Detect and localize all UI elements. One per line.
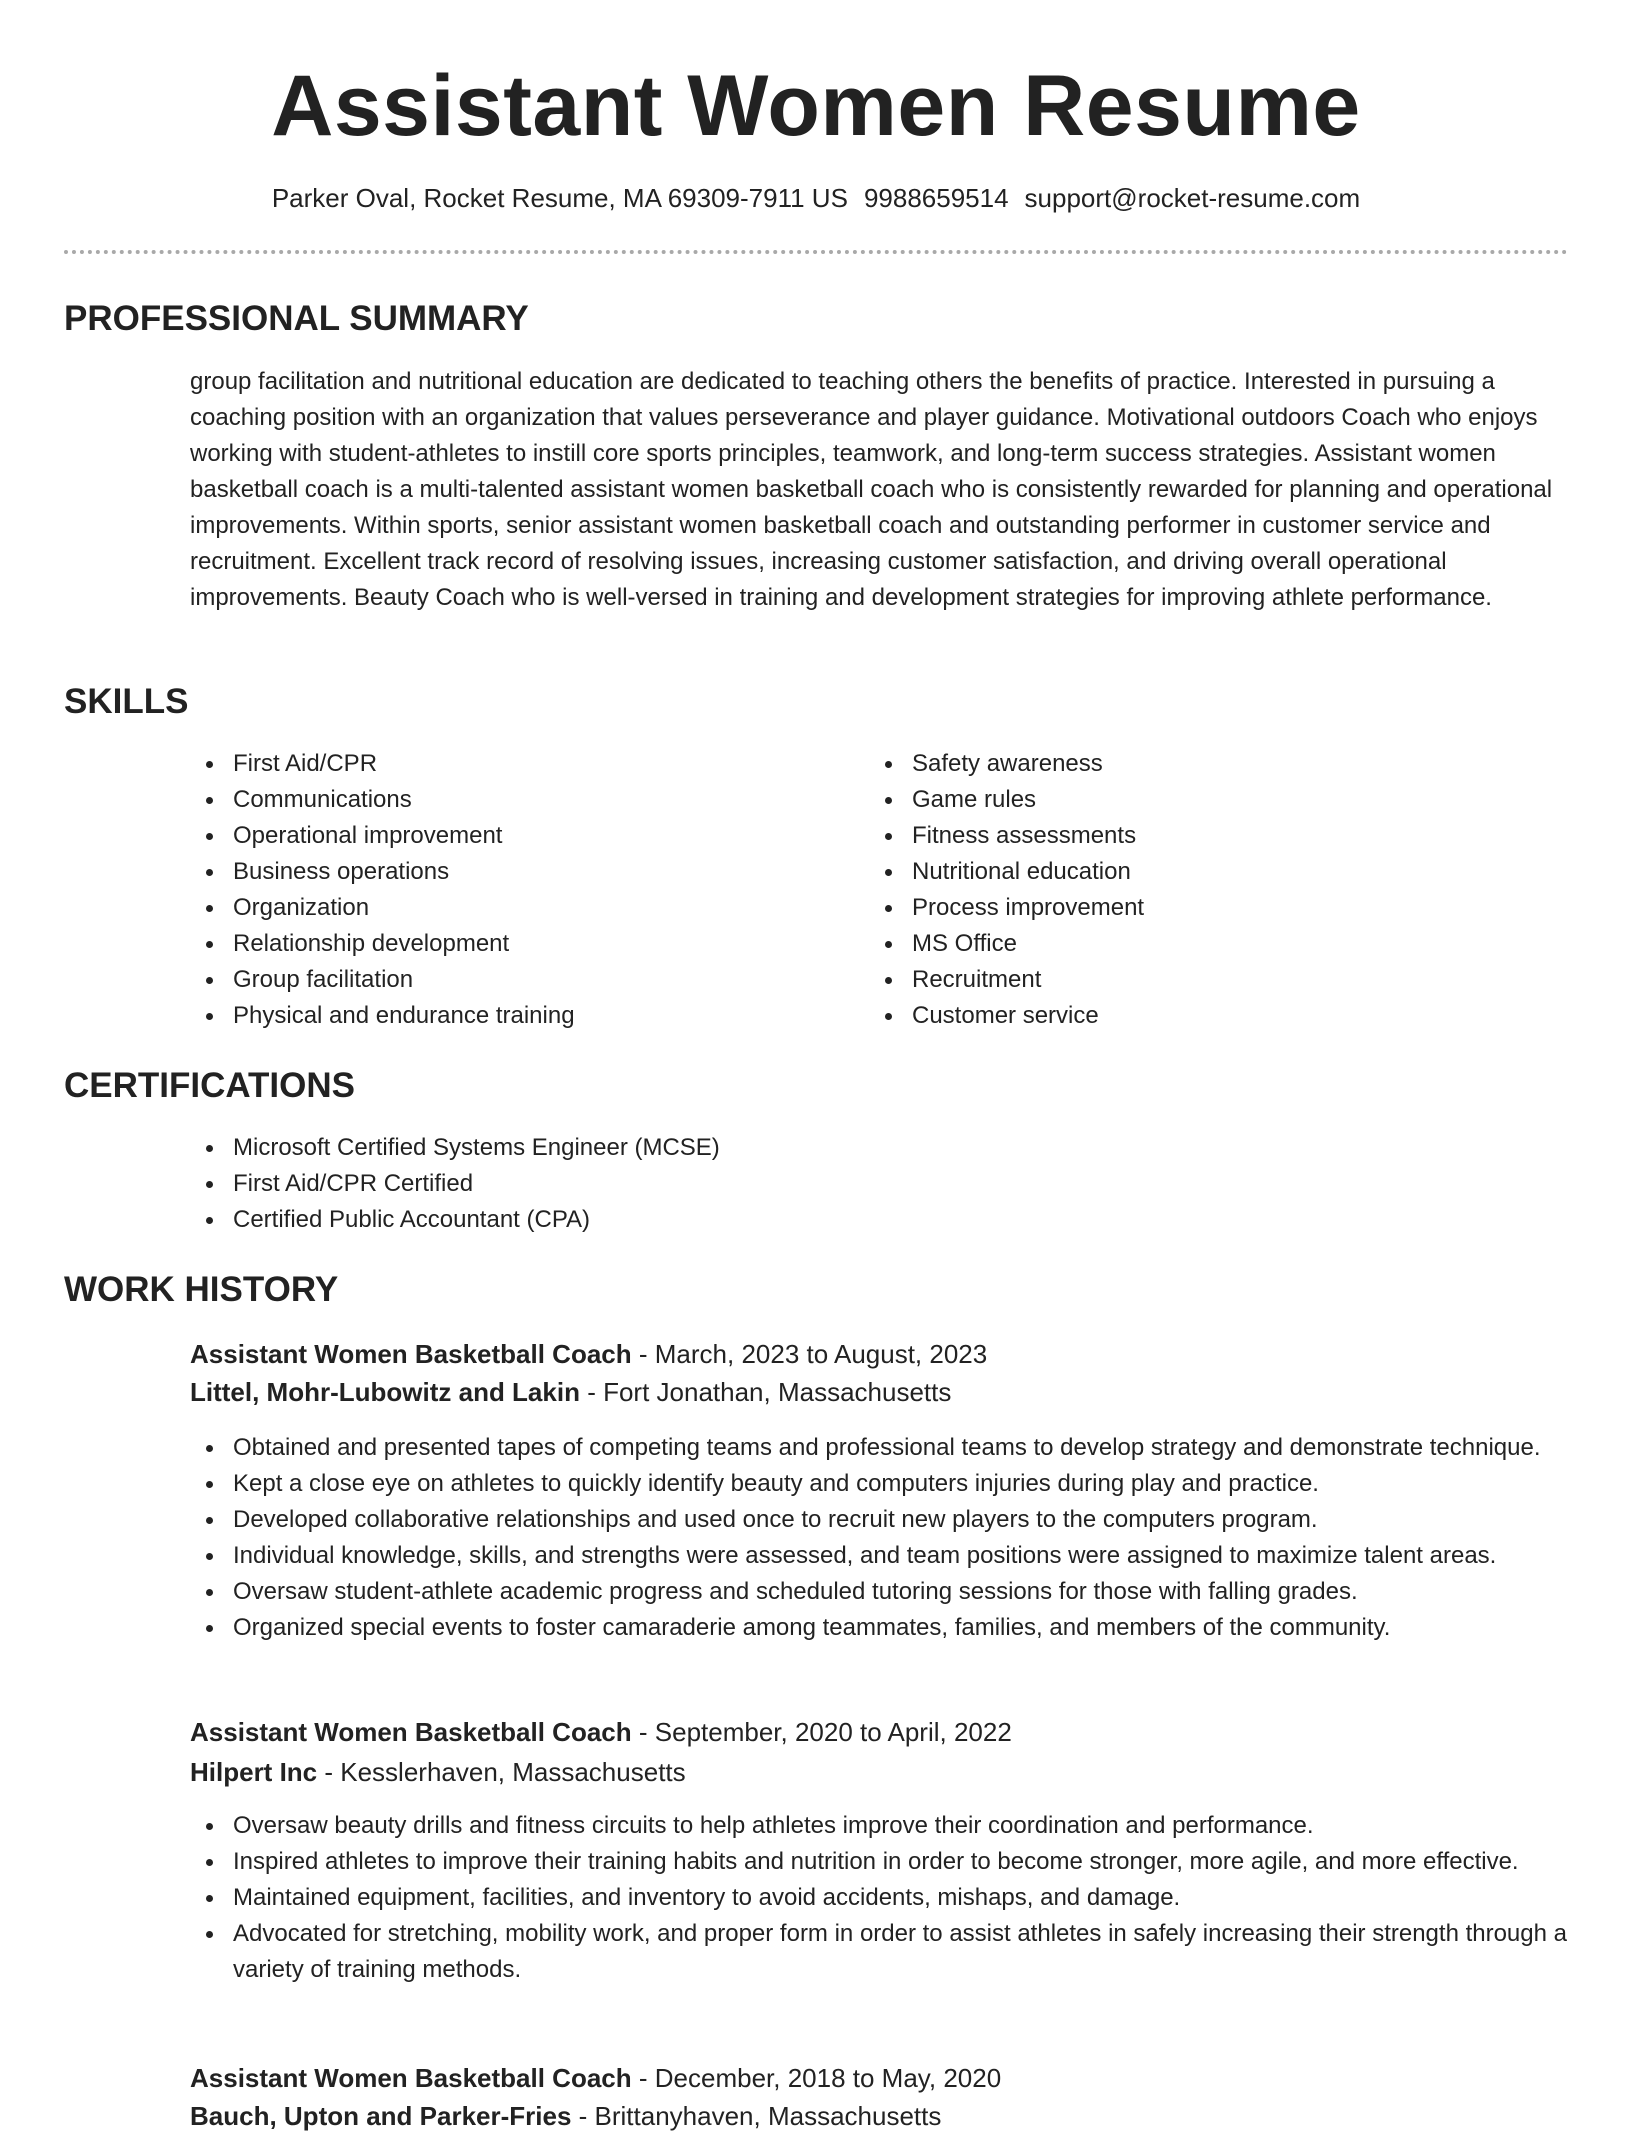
skills-list-left (233, 746, 575, 1034)
job-duty-item: Advocated for stretching, mobility work, and proper form in order to assist athletes in safely increasing their strength through a variety of training methods. (233, 1916, 1568, 1988)
summary-text: group facilitation and nutritional education are dedicated to teaching others the benefits of practice. Interested in pursuing a coaching position with an organization that values perseverance and player guidance. Motivational outdoors Coach who enjoys working with student-athletes to instill core sports principles, teamwork, and long-term success strategies. Assistant women basketball coach is a multi-talented assistant women basketball coach who is consistently rewarded for planning and operational improvements. Within sports, senior assistant women basketball coach and outstanding performer in customer service and recruitment. Excellent track record of resolving issues, increasing customer satisfaction, and driving overall operational improvements. Beauty Coach who is well-versed in training and development strategies for improving athlete performance. (190, 368, 1553, 611)
skill-item: Organization (233, 890, 575, 926)
job-company-line (190, 2098, 941, 2134)
job-company-line (190, 1374, 951, 1410)
job-duties-list (233, 1430, 1568, 1646)
job-duty-item: Obtained and presented tapes of competing teams and professional teams to develop strategy and demonstrate technique. (233, 1430, 1568, 1466)
skill-item: Recruitment (912, 962, 1144, 998)
skill-item: Customer service (912, 998, 1144, 1034)
resume-title: Assistant Women Resume (271, 58, 1361, 154)
job-dates: - March, 2023 to August, 2023 (631, 1339, 988, 1369)
certification-item: First Aid/CPR Certified (233, 1166, 720, 1202)
skill-item: Relationship development (233, 926, 575, 962)
contact-email[interactable]: support@rocket-resume.com (1024, 183, 1361, 213)
job-title-line (190, 2060, 1001, 2096)
skill-item: Operational improvement (233, 818, 575, 854)
contact-line (0, 180, 1632, 216)
section-title-certifications: CERTIFICATIONS (64, 1066, 356, 1105)
job-role: Assistant Women Basketball Coach (190, 1339, 632, 1369)
job-duty-item: Kept a close eye on athletes to quickly identify beauty and computers injuries during play and practice. (233, 1466, 1568, 1502)
job-company: Littel, Mohr-Lubowitz and Lakin (190, 1377, 580, 1407)
skill-item: Game rules (912, 782, 1144, 818)
skill-item: Nutritional education (912, 854, 1144, 890)
contact-phone: 9988659514 (863, 183, 1009, 213)
certification-item: Certified Public Accountant (CPA) (233, 1202, 720, 1238)
skill-item: Safety awareness (912, 746, 1144, 782)
skill-item: Fitness assessments (912, 818, 1144, 854)
job-duty-item: Oversaw student-athlete academic progress and scheduled tutoring sessions for those with falling grades. (233, 1574, 1568, 1610)
job-dates: - December, 2018 to May, 2020 (631, 2063, 1002, 2093)
job-duty-item: Maintained equipment, facilities, and inventory to avoid accidents, mishaps, and damage. (233, 1880, 1568, 1916)
header-divider (64, 250, 1568, 254)
section-title-work-history: WORK HISTORY (64, 1270, 339, 1309)
job-duty-item: Inspired athletes to improve their training habits and nutrition in order to become stronger, more agile, and more effective. (233, 1844, 1568, 1880)
job-duty-item: Oversaw beauty drills and fitness circuits to help athletes improve their coordination and performance. (233, 1808, 1568, 1844)
job-duty-item: Developed collaborative relationships and used once to recruit new players to the computers program. (233, 1502, 1568, 1538)
skill-item: First Aid/CPR (233, 746, 575, 782)
job-location: - Kesslerhaven, Massachusetts (317, 1757, 686, 1787)
skill-item: Business operations (233, 854, 575, 890)
skill-item: Communications (233, 782, 575, 818)
skills-list-right (912, 746, 1144, 1034)
job-duties-list (233, 1808, 1568, 1988)
skill-item: Group facilitation (233, 962, 575, 998)
job-title-line (190, 1336, 987, 1372)
certification-item: Microsoft Certified Systems Engineer (MCSE) (233, 1130, 720, 1166)
job-title-line (190, 1714, 1012, 1750)
job-dates: - September, 2020 to April, 2022 (631, 1717, 1012, 1747)
job-role: Assistant Women Basketball Coach (190, 2063, 632, 2093)
job-location: - Fort Jonathan, Massachusetts (579, 1377, 952, 1407)
skill-item: Physical and endurance training (233, 998, 575, 1034)
skill-item: Process improvement (912, 890, 1144, 926)
job-location: - Brittanyhaven, Massachusetts (571, 2101, 942, 2131)
job-company: Hilpert Inc (190, 1757, 318, 1787)
certifications-list (233, 1130, 720, 1238)
skill-item: MS Office (912, 926, 1144, 962)
job-company: Bauch, Upton and Parker-Fries (190, 2101, 572, 2131)
job-duty-item: Individual knowledge, skills, and strengths were assessed, and team positions were assigned to maximize talent areas. (233, 1538, 1568, 1574)
section-title-summary: PROFESSIONAL SUMMARY (64, 299, 529, 338)
job-company-line (190, 1754, 686, 1790)
job-role: Assistant Women Basketball Coach (190, 1717, 632, 1747)
contact-address: Parker Oval, Rocket Resume, MA 69309-7911 US (271, 183, 848, 213)
section-title-skills: SKILLS (64, 682, 189, 721)
job-duty-item: Organized special events to foster camaraderie among teammates, families, and members of the community. (233, 1610, 1568, 1646)
